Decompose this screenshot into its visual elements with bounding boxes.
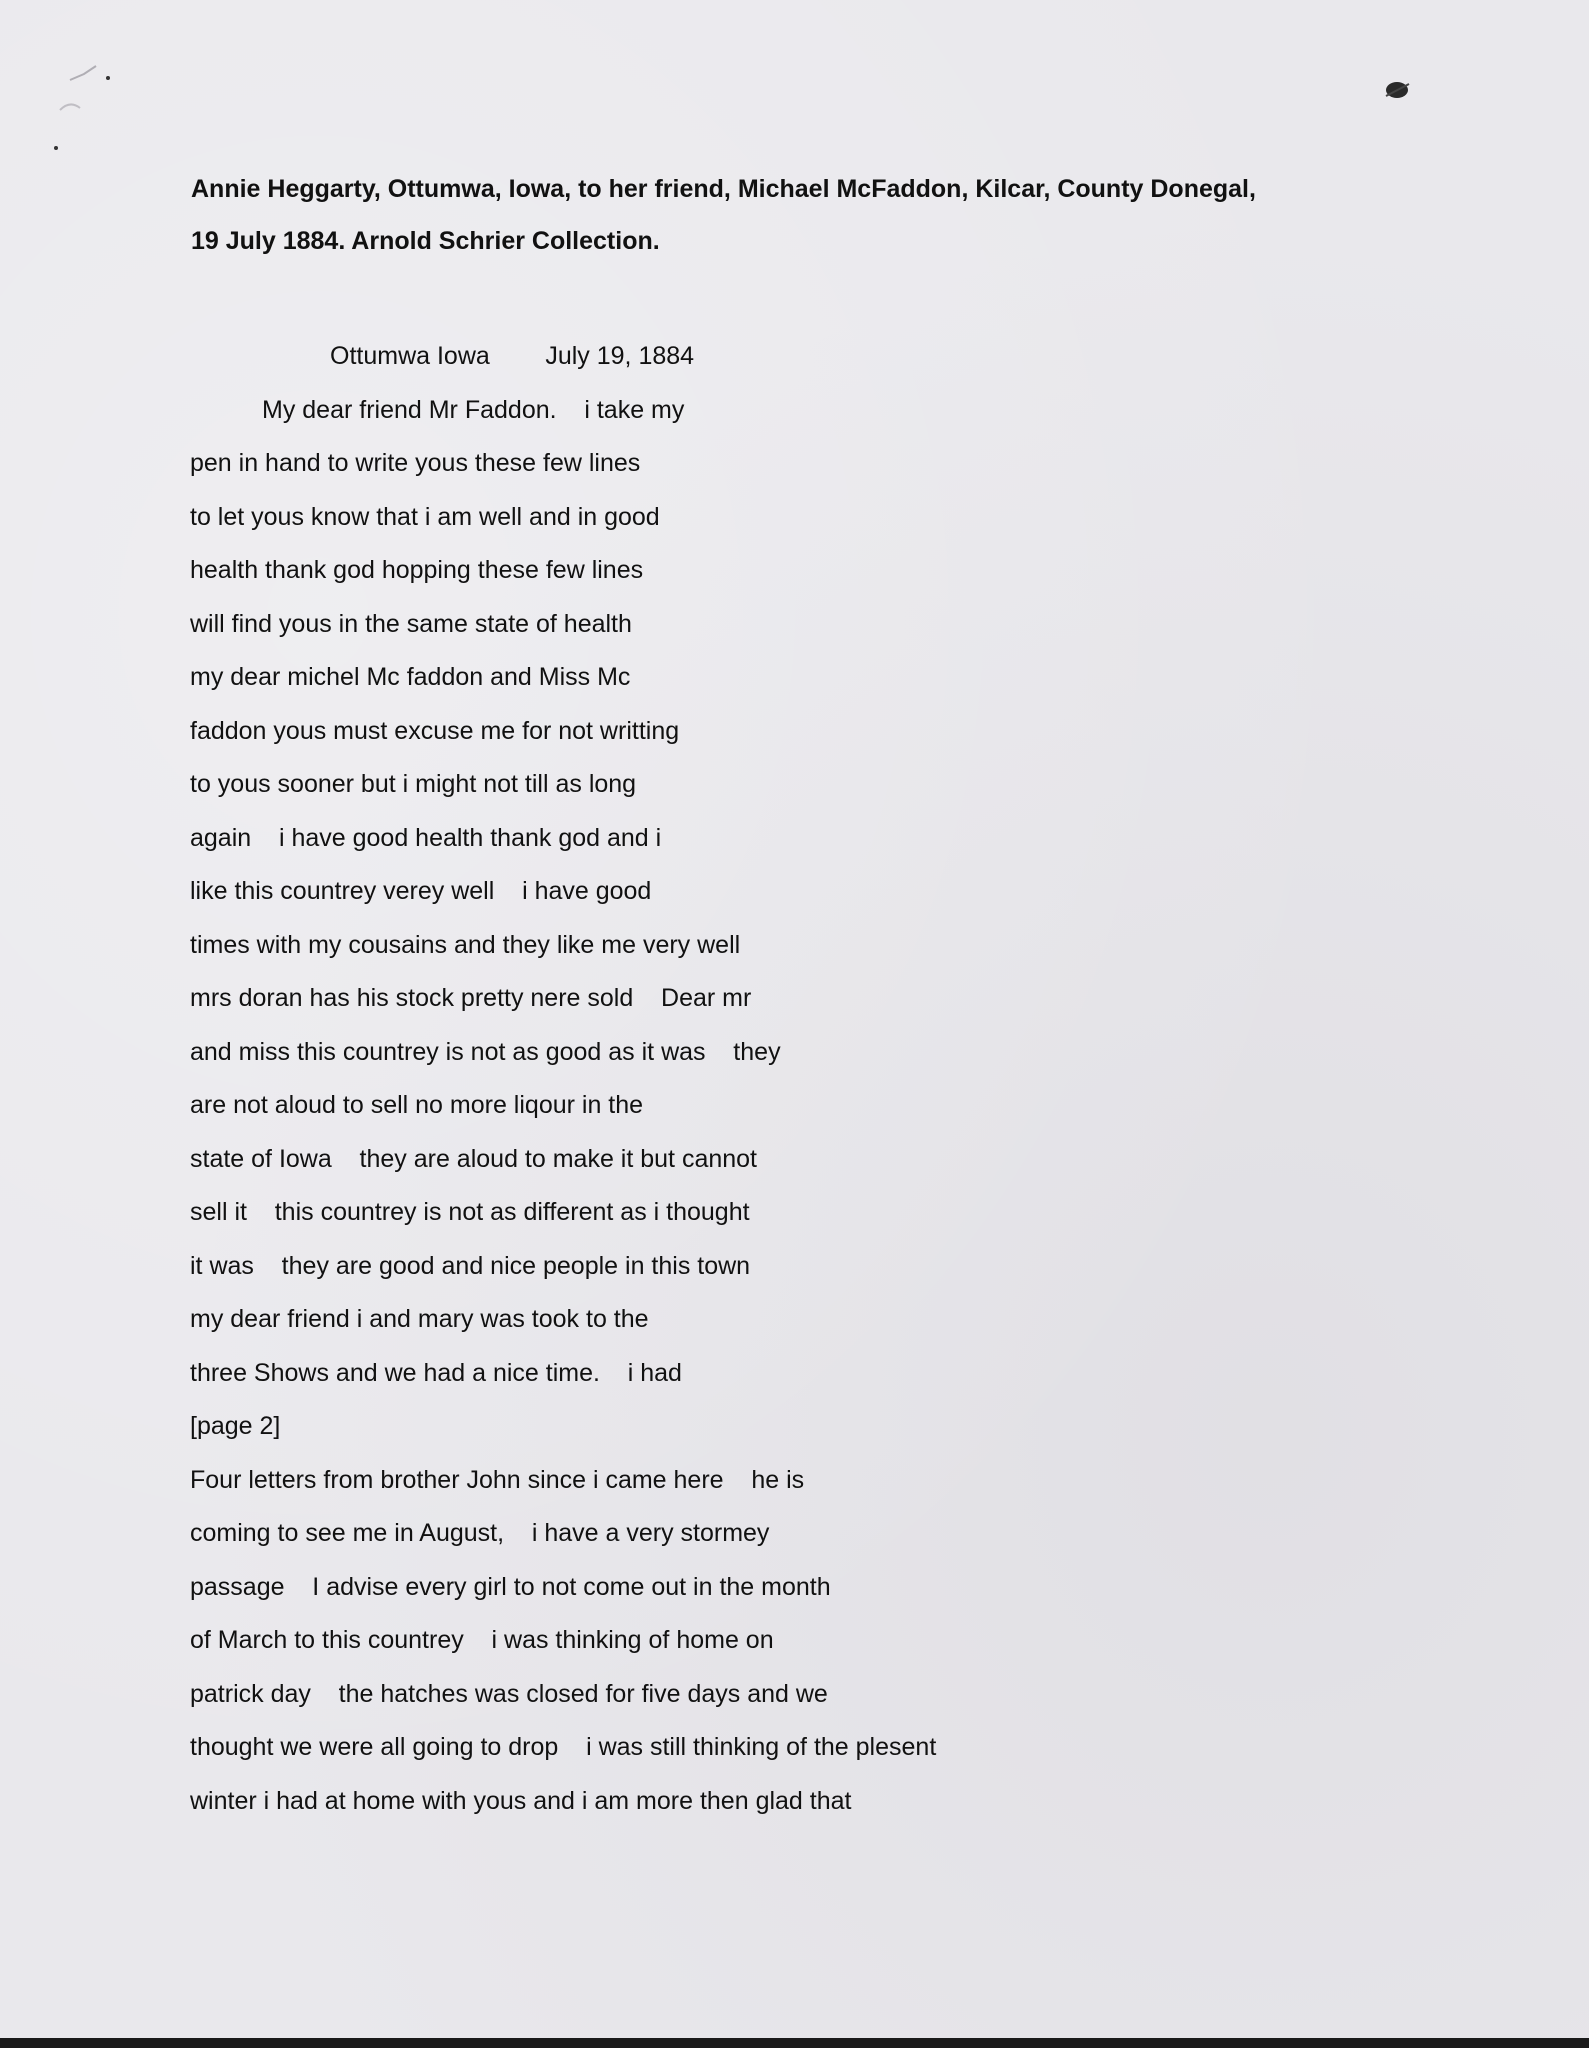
page-marker: [page 2] bbox=[190, 1412, 281, 1440]
letter-line: passage I advise every girl to not come out in the month bbox=[190, 1572, 831, 1601]
letter-line: my dear friend i and mary was took to the bbox=[190, 1305, 649, 1333]
pencil-marks bbox=[40, 60, 120, 160]
letter-line: will find yous in the same state of health bbox=[190, 609, 632, 638]
letter-body bbox=[190, 330, 936, 1828]
document-header bbox=[191, 163, 1421, 267]
letter-line: thought we were all going to drop i was still thinking of the plesent bbox=[190, 1733, 937, 1761]
ink-smudge bbox=[1383, 78, 1413, 102]
letter-line: to let yous know that i am well and in good bbox=[190, 502, 660, 531]
scan-bottom-edge bbox=[0, 2038, 1589, 2048]
letter-line: health thank god hopping these few lines bbox=[190, 556, 644, 584]
letter-line: my dear michel Mc faddon and Miss Mc bbox=[190, 663, 631, 691]
letter-line: winter i had at home with yous and i am more then glad that bbox=[190, 1786, 852, 1815]
letter-place-date: Ottumwa Iowa July 19, 1884 bbox=[330, 342, 695, 370]
letter-line: and miss this countrey is not as good as it was they bbox=[190, 1037, 781, 1066]
letter-line: patrick day the hatches was closed for five days and we bbox=[190, 1679, 828, 1708]
letter-line: are not aloud to sell no more liqour in the bbox=[190, 1091, 644, 1119]
header-line-2: 19 July 1884. Arnold Schrier Collection. bbox=[191, 227, 660, 255]
letter-line: it was they are good and nice people in this town bbox=[190, 1251, 751, 1280]
letter-line: again i have good health thank god and i bbox=[190, 823, 662, 852]
letter-line: coming to see me in August, i have a very stormey bbox=[190, 1519, 770, 1547]
letter-line: to yous sooner but i might not till as long bbox=[190, 770, 637, 798]
letter-line: Four letters from brother John since i came here he is bbox=[190, 1465, 805, 1494]
letter-line: My dear friend Mr Faddon. i take my bbox=[262, 395, 685, 424]
letter-line: times with my cousains and they like me very well bbox=[190, 930, 741, 959]
letter-line: faddon yous must excuse me for not writting bbox=[190, 716, 680, 745]
letter-line: like this countrey verey well i have good bbox=[190, 877, 652, 905]
letter-line: mrs doran has his stock pretty nere sold Dear mr bbox=[190, 984, 752, 1012]
letter-line: three Shows and we had a nice time. i had bbox=[190, 1358, 682, 1387]
letter-line: sell it this countrey is not as different as i thought bbox=[190, 1198, 750, 1226]
letter-line: state of Iowa they are aloud to make it but cannot bbox=[190, 1144, 758, 1173]
letter-line: of March to this countrey i was thinking of home on bbox=[190, 1626, 774, 1654]
letter-line: pen in hand to write yous these few lines bbox=[190, 449, 641, 477]
header-line-1: Annie Heggarty, Ottumwa, Iowa, to her friend, Michael McFaddon, Kilcar, County Donegal, bbox=[191, 175, 1256, 203]
